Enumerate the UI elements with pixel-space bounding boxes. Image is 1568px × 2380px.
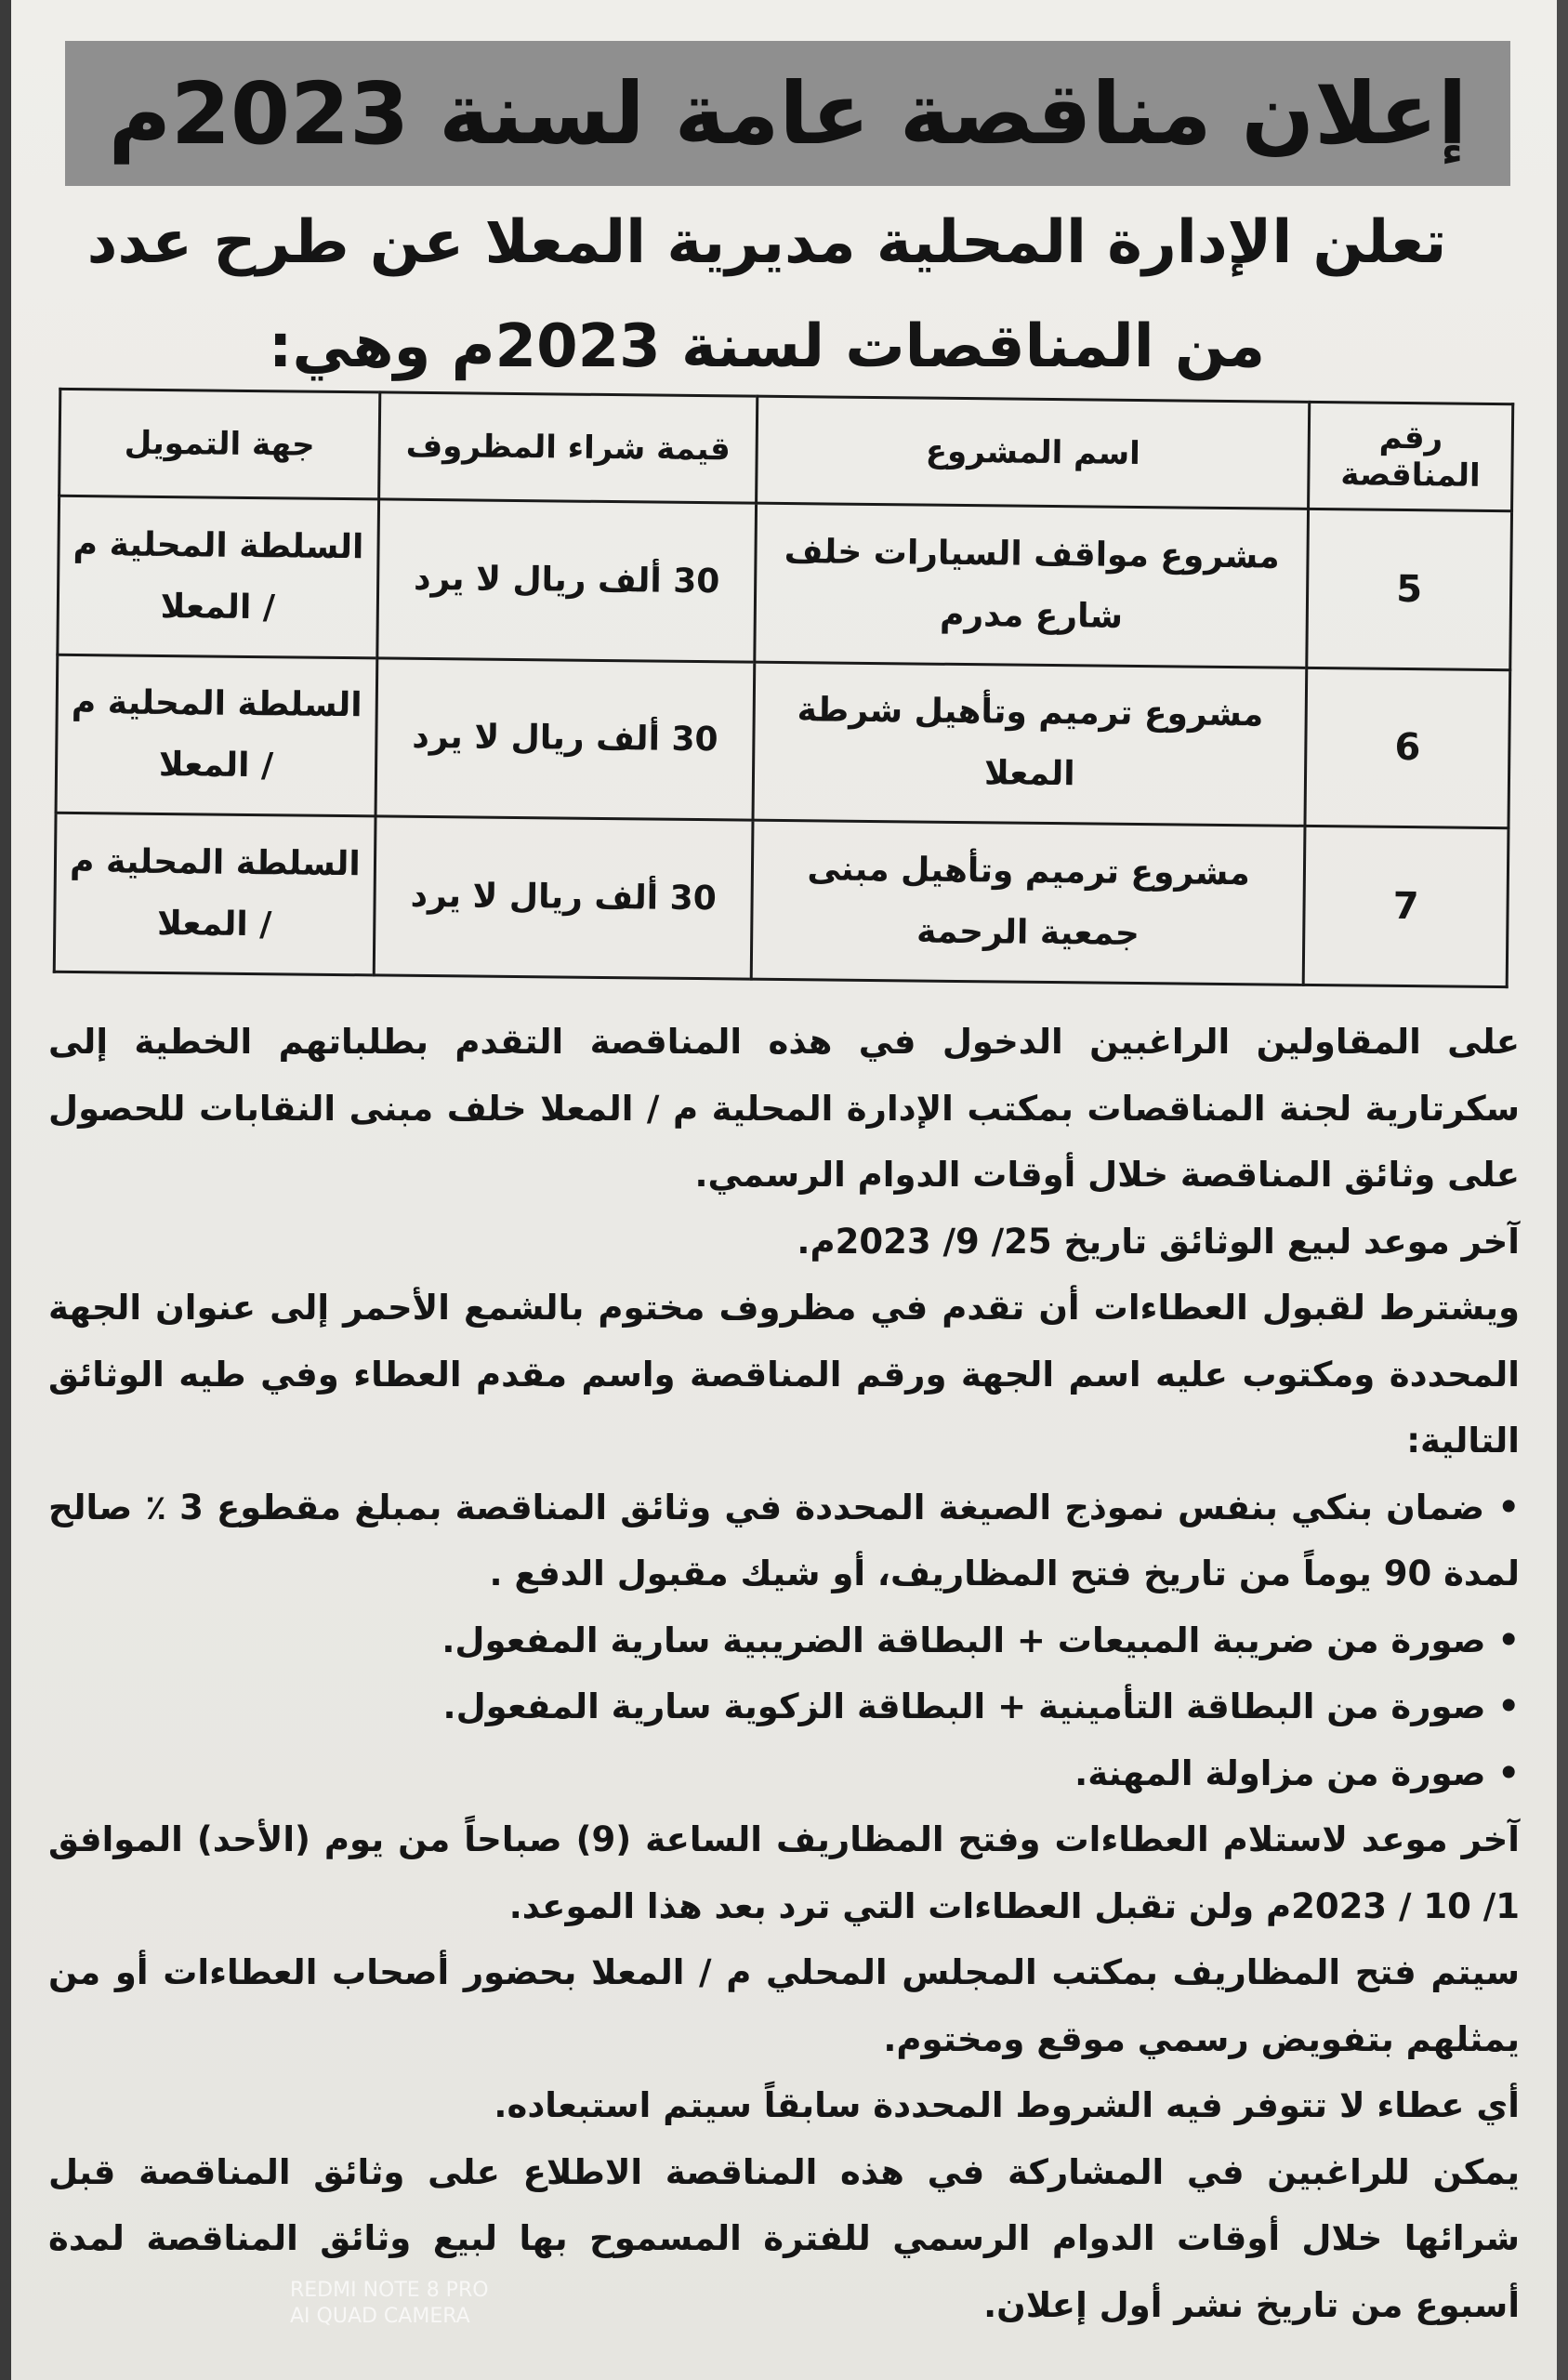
table-row [58, 496, 1512, 669]
paragraph-envelope-conditions: ويشترط لقبول العطاءات أن تقدم في مظروف مختوم بالشمع الأحمر إلى عنوان الجهة المحددة ومكتوب عليه اسم الجهة ورقم المناقصة واسم مقدم العطاء وفي طيه الوثائق التالية: [48, 1288, 1520, 1461]
project-name: مشروع ترميم وتأهيل مبنى جمعية الرحمة [751, 820, 1305, 985]
project-name: مشروع ترميم وتأهيل شرطة المعلا [753, 662, 1307, 826]
paragraph-envelope-opening: سيتم فتح المظاريف بمكتب المجلس المحلي م / المعلا بحضور أصحاب العطاءات أو من يمثلهم بتفويض رسمي موقع ومختوم. [48, 1952, 1520, 2059]
funding-source: السلطة المحلية م / المعلا [54, 813, 376, 975]
funding-source: السلطة المحلية م / المعلا [56, 654, 377, 816]
paragraph-document-review: يمكن للراغبين في المشاركة في هذه المناقصة الاطلاع على وثائق المناقصة قبل شرائها خلال أوقات الدوام الرسمي للفترة المسموح بها لبيع وثائق المناقصة لمدة أسبوع من تاريخ نشر أول إعلان. [48, 2151, 1520, 2325]
table-header-row [59, 389, 1513, 510]
watermark-line-2: AI QUAD CAMERA [290, 2305, 470, 2328]
bullet-sales-tax: • صورة من ضريبة المبيعات + البطاقة الضريبية سارية المفعول. [48, 1607, 1520, 1674]
camera-watermark [290, 2278, 489, 2330]
paragraph-bid-deadline: آخر موعد لاستلام العطاءات وفتح المظاريف الساعة (9) صباحاً من يوم (الأحد) الموافق 1/ 10 / 2023م ولن تقبل العطاءات التي ترد بعد هذا الموعد. [48, 1819, 1520, 1926]
project-name: مشروع مواقف السيارات خلف شارع مدرم [755, 503, 1309, 668]
envelope-price: 30 ألف ريال لا يرد [376, 658, 755, 821]
announcement-title: إعلان مناقصة عامة لسنة 2023م [108, 63, 1468, 164]
bullet-bank-guarantee: • ضمان بنكي بنفس نموذج الصيغة المحددة في وثائق المناقصة بمبلغ مقطوع 3 ٪ صالح لمدة 90 يوماً من تاريخ فتح المظاريف، أو شيك مقبول الدفع . [48, 1474, 1520, 1607]
table-row [56, 654, 1510, 828]
header-project-name: اسم المشروع [757, 396, 1310, 509]
envelope-price: 30 ألف ريال لا يرد [377, 499, 757, 662]
funding-source: السلطة المحلية م / المعلا [58, 496, 379, 657]
scan-edge-right [1557, 0, 1568, 2380]
header-funding-source: جهة التمويل [59, 389, 380, 499]
envelope-price: 30 ألف ريال لا يرد [374, 816, 753, 979]
announcement-body [48, 1009, 1520, 2338]
tender-number: 6 [1305, 668, 1510, 828]
watermark-line-1: REDMI NOTE 8 PRO [290, 2279, 489, 2302]
tender-number: 5 [1307, 509, 1512, 669]
paragraph-exclusion: أي عطاء لا تتوفر فيه الشروط المحددة سابقاً سيتم استبعاده. [494, 2085, 1520, 2125]
tenders-table [53, 388, 1515, 988]
intro-heading: تعلن الإدارة المحلية مديرية المعلا عن طرح عدد من المناقصات لسنة 2023م وهي: [86, 208, 1447, 381]
header-envelope-price: قيمة شراء المظروف [378, 392, 758, 503]
paragraph-document-sale-deadline: آخر موعد لبيع الوثائق تاريخ 25/ 9/ 2023م. [797, 1221, 1520, 1262]
header-tender-number: رقم المناقصة [1309, 402, 1513, 510]
bullet-insurance-card: • صورة من البطاقة التأمينية + البطاقة الزكوية سارية المفعول. [48, 1673, 1520, 1740]
paragraph-submission: على المقاولين الراغبين الدخول في هذه المناقصة التقدم بطلباتهم الخطية إلى سكرتارية لجنة المناقصات بمكتب الإدارة المحلية م / المعلا خلف مبنى النقابات للحصول على وثائق المناقصة خلال أوقات الدوام الرسمي. [48, 1022, 1520, 1195]
newspaper-page [11, 0, 1557, 2380]
bullet-practice-license: • صورة من مزاولة المهنة. [48, 1740, 1520, 1807]
title-banner [65, 41, 1510, 186]
tender-number: 7 [1303, 826, 1509, 987]
scan-edge-left [0, 0, 11, 2380]
table-row [54, 813, 1509, 987]
